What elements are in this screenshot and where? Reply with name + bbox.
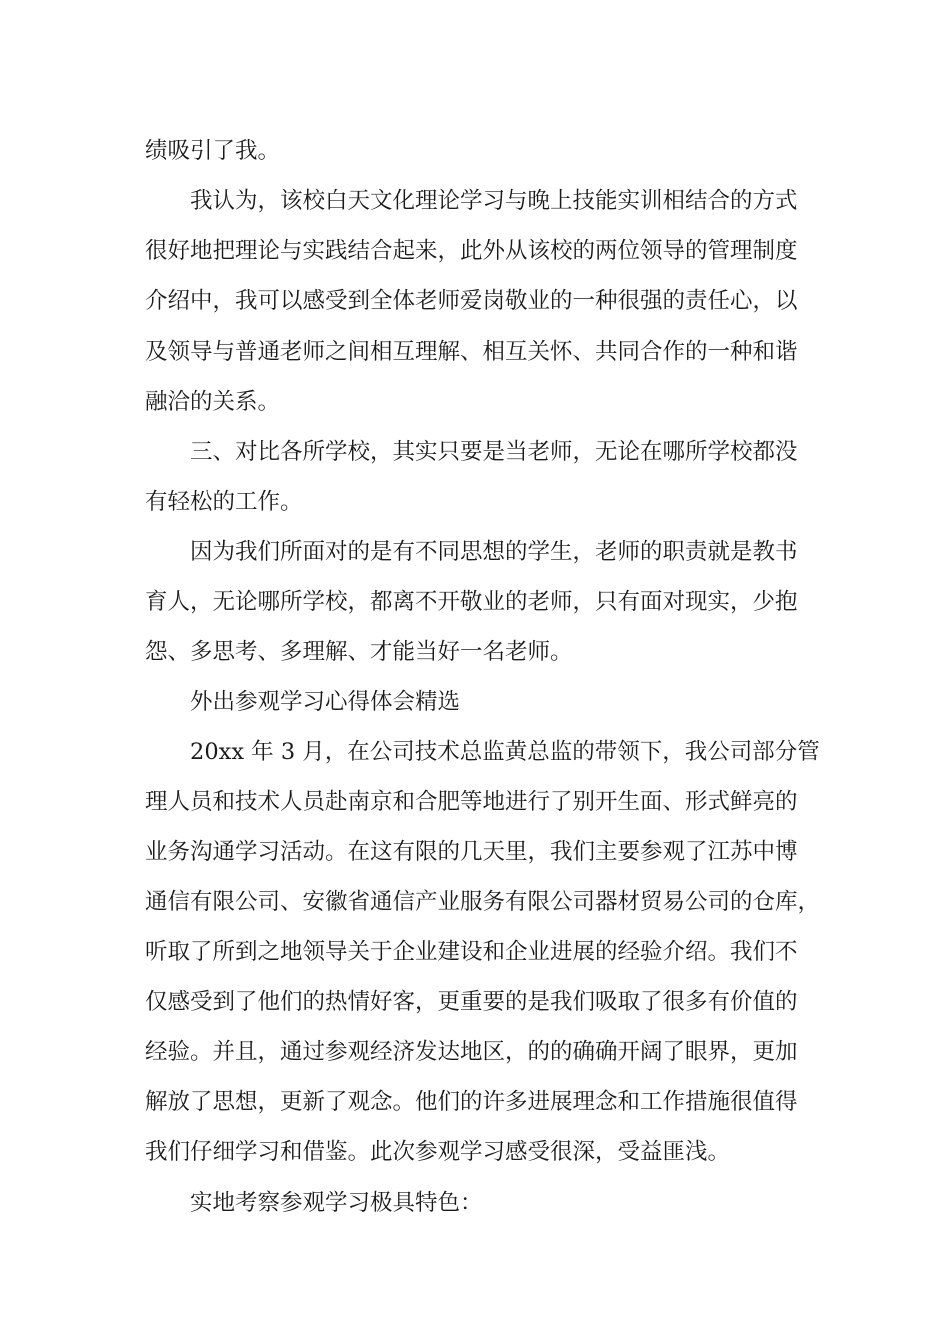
section-heading: 外出参观学习心得体会精选 <box>190 689 461 715</box>
text-line: 三、对比各所学校，其实只要是当老师，无论在哪所学校都没 <box>190 439 798 465</box>
text-line: 有轻松的工作。 <box>145 489 303 515</box>
text-line: 解放了思想，更新了观念。他们的许多进展理念和工作措施很值得 <box>145 1089 798 1115</box>
text-line: 我认为，该校白天文化理论学习与晚上技能实训相结合的方式 <box>190 188 798 214</box>
text-line: 很好地把理论与实践结合起来，此外从该校的两位领导的管理制度 <box>145 238 798 264</box>
text-line: 绩吸引了我。 <box>145 138 281 164</box>
text-line: 20xx 年 3 月，在公司技术总监黄总监的带领下，我公司部分管 <box>190 739 820 765</box>
text-line: 因为我们所面对的是有不同思想的学生，老师的职责就是教书 <box>190 539 798 565</box>
text-line: 我们仔细学习和借鉴。此次参观学习感受很深，受益匪浅。 <box>145 1139 731 1165</box>
text-line: 介绍中，我可以感受到全体老师爱岗敬业的一种很强的责任心，以 <box>145 288 798 314</box>
text-line: 怨、多思考、多理解、才能当好一名老师。 <box>145 639 573 665</box>
text-line: 融洽的关系。 <box>145 389 281 415</box>
text-line: 经验。并且，通过参观经济发达地区，的的确确开阔了眼界，更加 <box>145 1039 798 1065</box>
text-line: 业务沟通学习活动。在这有限的几天里，我们主要参观了江苏中博 <box>145 839 798 865</box>
text-line: 仅感受到了他们的热情好客，更重要的是我们吸取了很多有价值的 <box>145 989 798 1015</box>
text-line: 实地考察参观学习极具特色： <box>190 1190 483 1216</box>
text-line: 育人，无论哪所学校，都离不开敬业的老师，只有面对现实，少抱 <box>145 589 798 615</box>
text-line: 理人员和技术人员赴南京和合肥等地进行了别开生面、形式鲜亮的 <box>145 789 798 815</box>
text-line: 通信有限公司、安徽省通信产业服务有限公司器材贸易公司的仓库， <box>145 889 821 915</box>
text-line: 听取了所到之地领导关于企业建设和企业进展的经验介绍。我们不 <box>145 939 798 965</box>
text-line: 及领导与普通老师之间相互理解、相互关怀、共同合作的一种和谐 <box>145 339 798 365</box>
